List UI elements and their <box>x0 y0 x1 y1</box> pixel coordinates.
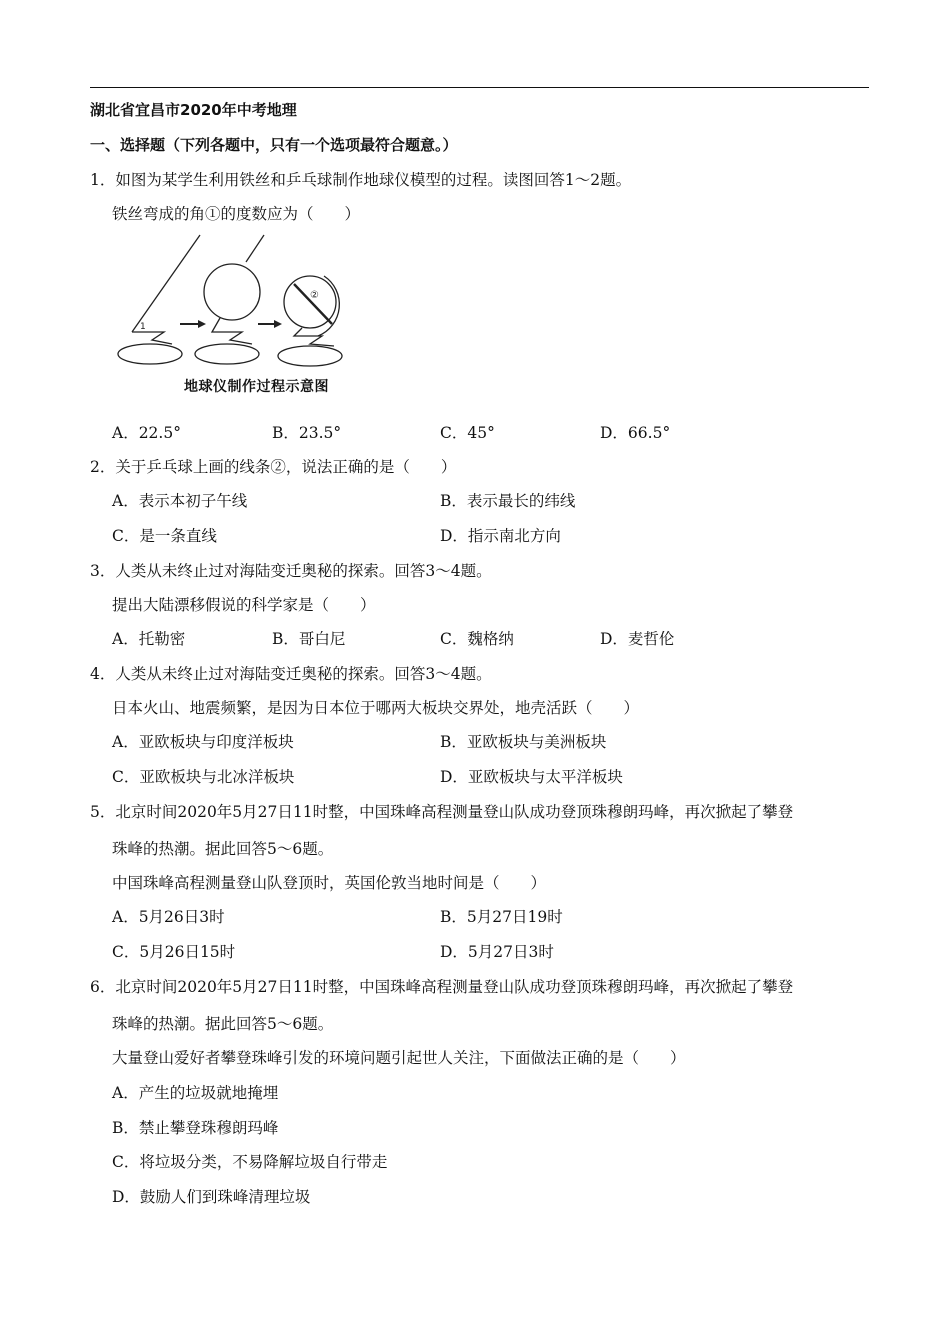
q6-option-c: C．将垃圾分类，不易降解垃圾自行带走 <box>112 1153 388 1171</box>
q6-option-b: B．禁止攀登珠穆朗玛峰 <box>112 1119 279 1137</box>
q5-option-c: C．5月26日15时 <box>112 943 236 961</box>
pingpong-ball <box>204 264 260 320</box>
q1-option-d: D．66.5° <box>600 424 671 442</box>
q6-intro-cont: 珠峰的热潮。据此回答5～6题。 <box>112 1015 334 1033</box>
section-heading: 一、选择题（下列各题中，只有一个选项最符合题意。） <box>90 136 458 154</box>
exam-title: 湖北省宜昌市2020年中考地理 <box>90 101 297 119</box>
q4-option-b: B．亚欧板块与美洲板块 <box>440 733 607 751</box>
base-ellipse-3 <box>278 346 342 366</box>
q3-option-c: C．魏格纳 <box>440 630 514 648</box>
q4-stem: 日本火山、地震频繁，是因为日本位于哪两大板块交界处，地壳活跃（ ） <box>112 699 640 717</box>
wire-bend-1 <box>132 332 172 344</box>
q6-option-d: D．鼓励人们到珠峰清理垃圾 <box>112 1188 311 1206</box>
wire-axis-2 <box>246 235 264 262</box>
q1-option-c: C．45° <box>440 424 495 442</box>
wire-bend-3 <box>294 328 334 346</box>
q2-intro: 2．关于乒乓球上画的线条②，说法正确的是（ ） <box>90 458 457 476</box>
q3-option-d: D．麦哲伦 <box>600 630 675 648</box>
q1-stem: 铁丝弯成的角①的度数应为（ ） <box>112 205 361 223</box>
q5-stem: 中国珠峰高程测量登山队登顶时，英国伦敦当地时间是（ ） <box>112 874 547 892</box>
angle-label: 1 <box>140 322 146 332</box>
q6-intro: 6．北京时间2020年5月27日11时整，中国珠峰高程测量登山队成功登顶珠穆朗玛峰，再次掀起了攀登 <box>90 978 794 996</box>
q4-intro: 4．人类从未终止过对海陆变迁奥秘的探索。回答3～4题。 <box>90 665 492 683</box>
q4-option-a: A．亚欧板块与印度洋板块 <box>112 733 294 751</box>
q2-option-a: A．表示本初子午线 <box>112 492 248 510</box>
line-label: ② <box>310 290 319 301</box>
q3-stem: 提出大陆漂移假说的科学家是（ ） <box>112 596 376 614</box>
q5-intro-cont: 珠峰的热潮。据此回答5～6题。 <box>112 840 334 858</box>
q5-option-d: D．5月27日3时 <box>440 943 554 961</box>
q6-option-a: A．产生的垃圾就地掩埋 <box>112 1084 279 1102</box>
q3-intro: 3．人类从未终止过对海陆变迁奥秘的探索。回答3～4题。 <box>90 562 492 580</box>
base-ellipse-1 <box>118 344 182 364</box>
q3-option-a: A．托勒密 <box>112 630 186 648</box>
arrow-1-icon <box>198 320 206 328</box>
header-rule <box>90 87 869 88</box>
q5-option-a: A．5月26日3时 <box>112 908 225 926</box>
globe-making-figure <box>112 232 352 404</box>
q2-option-d: D．指示南北方向 <box>440 527 561 545</box>
q6-stem: 大量登山爱好者攀登珠峰引发的环境问题引起世人关注，下面做法正确的是（ ） <box>112 1049 686 1067</box>
q1-option-a: A．22.5° <box>112 424 181 442</box>
q2-option-b: B．表示最长的纬线 <box>440 492 576 510</box>
q1-intro: 1．如图为某学生利用铁丝和乒乓球制作地球仪模型的过程。读图回答1～2题。 <box>90 171 632 189</box>
base-ellipse-2 <box>195 344 259 364</box>
globe-process-diagram <box>112 232 352 372</box>
figure-caption: 地球仪制作过程示意图 <box>184 379 329 395</box>
q3-option-b: B．哥白尼 <box>272 630 346 648</box>
wire-axis-1 <box>132 235 200 332</box>
q5-option-b: B．5月27日19时 <box>440 908 563 926</box>
q5-intro: 5．北京时间2020年5月27日11时整，中国珠峰高程测量登山队成功登顶珠穆朗玛峰，再次掀起了攀登 <box>90 803 794 821</box>
arrow-2-icon <box>274 320 282 328</box>
q2-option-c: C．是一条直线 <box>112 527 217 545</box>
wire-bend-2 <box>212 318 252 344</box>
q1-option-b: B．23.5° <box>272 424 342 442</box>
q4-option-d: D．亚欧板块与太平洋板块 <box>440 768 623 786</box>
q4-option-c: C．亚欧板块与北冰洋板块 <box>112 768 295 786</box>
